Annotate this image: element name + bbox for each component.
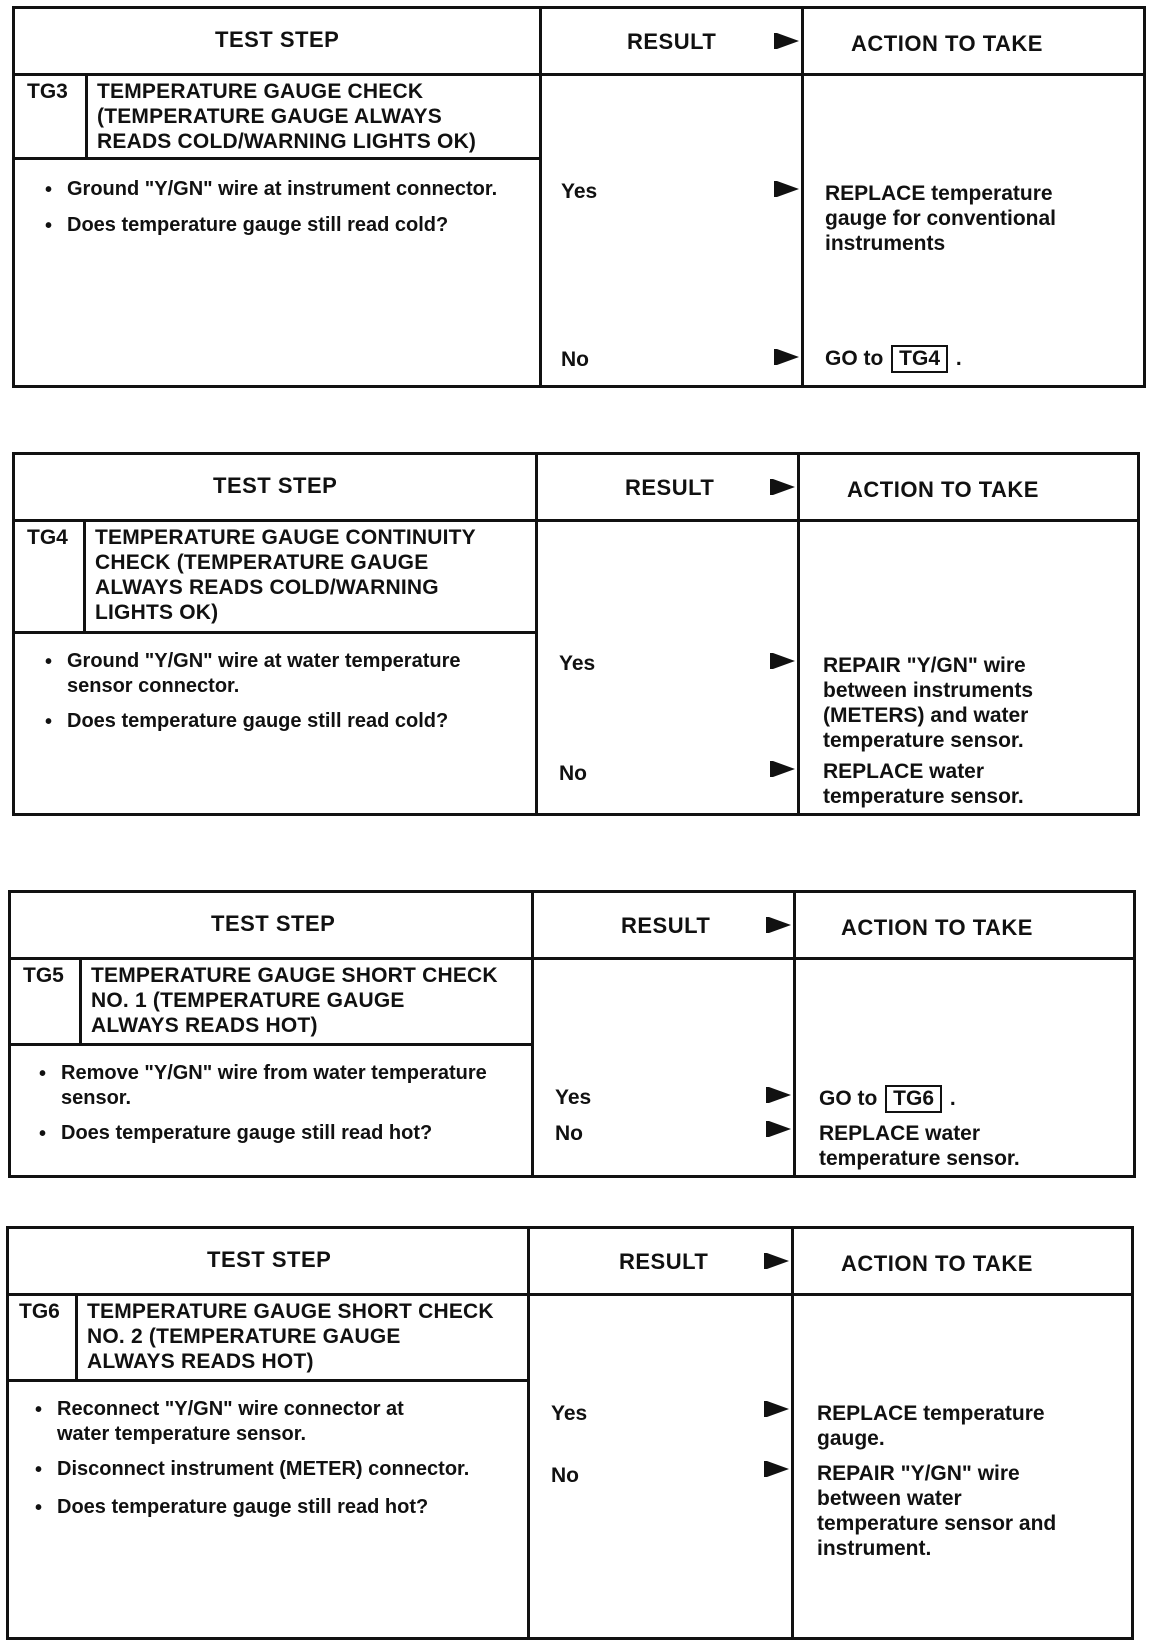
step-title: TEMPERATURE GAUGE CHECK (TEMPERATURE GAUGE ALWAYS READS COLD/WARNING LIGHTS OK) (97, 80, 477, 153)
column-divider (531, 893, 534, 1175)
header-result: RESULT (619, 1249, 709, 1274)
arrow-icon (767, 1401, 789, 1417)
column-divider (793, 893, 796, 1175)
step-title: TEMPERATURE GAUGE CONTINUITY CHECK (TEMPERATURE GAUGE ALWAYS READS COLD/WARNING LIGHTS OK) (95, 526, 476, 624)
header-action: ACTION TO TAKE (847, 477, 1039, 502)
result-no: No (551, 1464, 579, 1487)
header-test-step: TEST STEP (215, 27, 340, 52)
action-no: REPLACE water temperature sensor. (819, 1122, 1020, 1170)
header-test-step: TEST STEP (211, 911, 336, 936)
column-divider (801, 9, 804, 385)
action-no: REPLACE water temperature sensor. (823, 760, 1024, 808)
step-instruction: Disconnect instrument (METER) connector. (57, 1458, 470, 1480)
test-table-tg4 (12, 452, 1140, 816)
id-divider (83, 519, 86, 631)
id-divider (79, 957, 82, 1043)
arrow-icon (773, 653, 795, 669)
result-no: No (555, 1122, 583, 1145)
result-yes: Yes (551, 1402, 588, 1425)
arrow-icon (767, 1253, 789, 1269)
bullet-icon: • (45, 179, 53, 201)
result-no: No (559, 762, 587, 785)
arrow-icon (769, 917, 791, 933)
bullet-icon: • (35, 1459, 43, 1481)
result-yes: Yes (561, 180, 598, 203)
header-test-step: TEST STEP (213, 473, 338, 498)
action-yes: REPLACE temperature gauge for conventional instruments (825, 182, 1057, 255)
bullet-icon: • (45, 711, 53, 733)
action-yes: REPAIR "Y/GN" wire between instruments (METERS) and water temperature sensor. (823, 654, 1034, 752)
action-no: REPAIR "Y/GN" wire between water temperature sensor and instrument. (817, 1462, 1057, 1560)
column-divider (797, 455, 800, 813)
column-divider (535, 455, 538, 813)
bullet-icon: • (45, 215, 53, 237)
step-id: TG3 (27, 80, 68, 103)
header-test-step: TEST STEP (207, 1247, 332, 1272)
goto-label: GO to (825, 347, 884, 370)
test-table-tg5 (8, 890, 1136, 1178)
step-question: Does temperature gauge still read cold? (67, 710, 449, 732)
step-instruction: Ground "Y/GN" wire at instrument connector. (67, 178, 498, 200)
arrow-icon (773, 479, 795, 495)
result-yes: Yes (555, 1086, 592, 1109)
step-id: TG4 (27, 526, 68, 549)
step-question: Does temperature gauge still read hot? (57, 1496, 429, 1518)
header-result: RESULT (625, 475, 715, 500)
header-action: ACTION TO TAKE (841, 1251, 1033, 1276)
header-action: ACTION TO TAKE (851, 31, 1043, 56)
action-yes (819, 1085, 956, 1113)
goto-period: . (949, 1087, 956, 1110)
arrow-icon (777, 33, 799, 49)
step-instruction-cont: sensor. (61, 1087, 132, 1109)
goto-period: . (955, 347, 962, 370)
column-divider (539, 9, 542, 385)
step-question: Does temperature gauge still read cold? (67, 214, 449, 236)
step-title: TEMPERATURE GAUGE SHORT CHECK NO. 2 (TEMPERATURE GAUGE ALWAYS READS HOT) (87, 1300, 494, 1373)
step-id: TG6 (19, 1300, 60, 1323)
result-no: No (561, 348, 589, 371)
header-action: ACTION TO TAKE (841, 915, 1033, 940)
id-divider (85, 73, 88, 157)
action-no (825, 345, 962, 373)
header-result: RESULT (621, 913, 711, 938)
step-divider (11, 1043, 531, 1046)
bullet-icon: • (45, 651, 53, 673)
step-instruction-cont: water temperature sensor. (57, 1423, 306, 1445)
goto-step-link[interactable]: TG4 (891, 345, 948, 373)
action-yes: REPLACE temperature gauge. (817, 1402, 1045, 1450)
step-divider (15, 631, 535, 634)
test-table-tg3 (12, 6, 1146, 388)
step-instruction: Reconnect "Y/GN" wire connector at (57, 1398, 404, 1420)
header-result: RESULT (627, 29, 717, 54)
arrow-icon (769, 1121, 791, 1137)
bullet-icon: • (35, 1399, 43, 1421)
id-divider (75, 1293, 78, 1379)
step-question: Does temperature gauge still read hot? (61, 1122, 433, 1144)
step-instruction: Ground "Y/GN" wire at water temperature (67, 650, 461, 672)
step-divider (15, 157, 539, 160)
bullet-icon: • (35, 1497, 43, 1519)
goto-label: GO to (819, 1087, 878, 1110)
step-instruction: Remove "Y/GN" wire from water temperature (61, 1062, 487, 1084)
arrow-icon (777, 181, 799, 197)
column-divider (527, 1229, 530, 1637)
arrow-icon (767, 1461, 789, 1477)
step-instruction-cont: sensor connector. (67, 675, 240, 697)
step-title: TEMPERATURE GAUGE SHORT CHECK NO. 1 (TEMPERATURE GAUGE ALWAYS READS HOT) (91, 964, 498, 1037)
bullet-icon: • (39, 1063, 47, 1085)
bullet-icon: • (39, 1123, 47, 1145)
step-id: TG5 (23, 964, 64, 987)
arrow-icon (769, 1087, 791, 1103)
arrow-icon (773, 761, 795, 777)
column-divider (791, 1229, 794, 1637)
result-yes: Yes (559, 652, 596, 675)
arrow-icon (777, 349, 799, 365)
step-divider (9, 1379, 527, 1382)
goto-step-link[interactable]: TG6 (885, 1085, 942, 1113)
test-table-tg6 (6, 1226, 1134, 1640)
